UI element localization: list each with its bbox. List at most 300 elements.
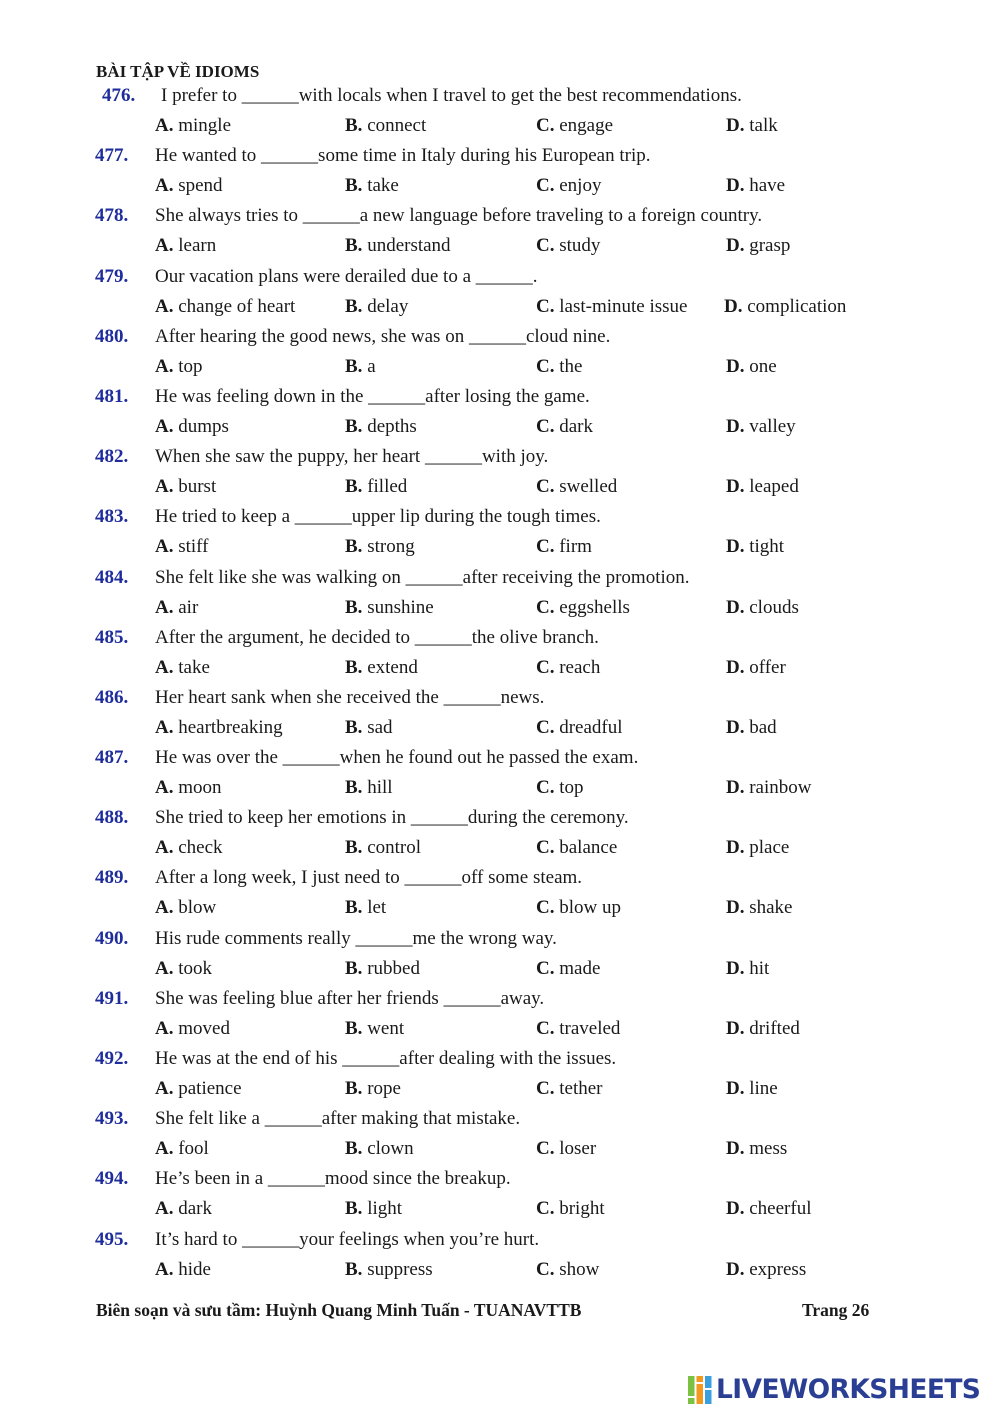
- answer-options: [0, 171, 999, 201]
- answer-options: [0, 352, 999, 382]
- option-letter: D.: [726, 837, 745, 859]
- option-text: tight: [749, 536, 785, 558]
- answer-option-a[interactable]: [155, 111, 231, 141]
- answer-options: [0, 472, 999, 502]
- answer-option-d[interactable]: [726, 593, 799, 623]
- option-letter: C.: [536, 897, 555, 919]
- question-list: [0, 81, 999, 1285]
- option-letter: B.: [345, 355, 363, 377]
- option-text: connect: [367, 115, 427, 136]
- answer-option-c[interactable]: [536, 893, 621, 923]
- option-text: offer: [749, 656, 786, 678]
- answer-option-a[interactable]: [155, 1134, 209, 1164]
- option-letter: A.: [155, 837, 174, 859]
- question-stem: [0, 201, 999, 231]
- question-number: 490.: [95, 927, 129, 949]
- answer-option-a[interactable]: [155, 412, 229, 442]
- answer-options: [0, 1134, 999, 1164]
- option-text: dumps: [178, 415, 229, 437]
- answer-option-d[interactable]: [726, 833, 789, 863]
- answer-option-d[interactable]: [726, 171, 785, 201]
- option-text: top: [178, 355, 203, 377]
- option-letter: C.: [536, 175, 555, 197]
- question-stem: [0, 322, 999, 352]
- question-stem: [0, 1044, 999, 1074]
- answer-option-a[interactable]: [155, 171, 223, 201]
- question-stem: [0, 382, 999, 412]
- question-text: She always tries to ______a new language before traveling to a foreign country.: [155, 205, 763, 227]
- option-text: learn: [178, 235, 217, 257]
- answer-option-c[interactable]: [536, 352, 582, 382]
- question-text: When she saw the puppy, her heart ______with joy.: [155, 446, 549, 468]
- option-letter: B.: [345, 837, 363, 859]
- answer-option-b[interactable]: [345, 1255, 433, 1285]
- answer-option-b[interactable]: [345, 292, 408, 322]
- answer-option-d[interactable]: [726, 653, 786, 683]
- option-text: have: [749, 175, 786, 197]
- answer-option-d[interactable]: [726, 893, 793, 923]
- option-letter: D.: [726, 596, 745, 618]
- option-letter: A.: [155, 777, 174, 799]
- answer-option-c[interactable]: [536, 954, 600, 984]
- answer-option-c[interactable]: [536, 231, 600, 261]
- answer-option-c[interactable]: [536, 653, 600, 683]
- option-text: moved: [178, 1017, 230, 1039]
- option-letter: A.: [155, 476, 174, 498]
- question-stem: [0, 502, 999, 532]
- page-footer: [0, 1297, 999, 1323]
- question-number: 487.: [95, 747, 129, 769]
- option-letter: B.: [345, 1258, 363, 1280]
- option-letter: C.: [536, 837, 555, 859]
- option-text: a: [367, 355, 376, 377]
- question-number: 481.: [95, 385, 129, 407]
- question-stem: [0, 442, 999, 472]
- question-number: 486.: [95, 686, 129, 708]
- question-text: It’s hard to ______your feelings when you’re hurt.: [155, 1228, 540, 1250]
- option-text: mingle: [178, 115, 232, 136]
- option-text: study: [559, 235, 601, 257]
- option-letter: A.: [155, 175, 174, 197]
- option-text: traveled: [559, 1017, 621, 1039]
- answer-option-a[interactable]: [155, 1074, 242, 1104]
- answer-option-a[interactable]: [155, 352, 203, 382]
- option-text: dreadful: [559, 716, 623, 738]
- answer-option-d[interactable]: [726, 1255, 806, 1285]
- option-text: balance: [559, 837, 618, 859]
- option-letter: C.: [536, 777, 555, 799]
- answer-option-b[interactable]: [345, 1134, 414, 1164]
- option-letter: C.: [536, 355, 555, 377]
- answer-option-b[interactable]: [345, 352, 376, 382]
- option-letter: D.: [726, 415, 745, 437]
- option-letter: C.: [536, 476, 555, 498]
- answer-option-c[interactable]: [536, 412, 593, 442]
- option-text: extend: [367, 656, 418, 678]
- answer-options: [0, 1255, 999, 1285]
- answer-option-d[interactable]: [726, 472, 799, 502]
- option-letter: C.: [536, 415, 555, 437]
- answer-options: [0, 653, 999, 683]
- option-letter: A.: [155, 1258, 174, 1280]
- option-letter: B.: [345, 716, 363, 738]
- answer-option-c[interactable]: [536, 1194, 605, 1224]
- question-number: 482.: [95, 446, 129, 468]
- option-text: last-minute issue: [559, 295, 688, 317]
- question-stem: [0, 924, 999, 954]
- question-item: [0, 442, 999, 502]
- answer-option-c[interactable]: [536, 773, 584, 803]
- question-text: After hearing the good news, she was on ______cloud nine.: [155, 325, 611, 347]
- question-stem: [0, 1225, 999, 1255]
- option-text: air: [178, 596, 199, 618]
- option-letter: A.: [155, 536, 174, 558]
- option-text: rubbed: [367, 957, 420, 979]
- option-text: fool: [178, 1138, 209, 1160]
- option-letter: B.: [345, 536, 363, 558]
- question-text: He wanted to ______some time in Italy during his European trip.: [155, 145, 651, 167]
- answer-option-b[interactable]: [345, 954, 420, 984]
- answer-option-b[interactable]: [345, 773, 393, 803]
- option-letter: A.: [155, 1078, 174, 1099]
- question-item: [0, 683, 999, 743]
- answer-option-b[interactable]: [345, 893, 386, 923]
- option-text: light: [367, 1198, 403, 1220]
- answer-option-a[interactable]: [155, 713, 283, 743]
- option-letter: A.: [155, 596, 174, 618]
- option-letter: D.: [726, 1017, 745, 1039]
- option-letter: D.: [726, 777, 745, 799]
- question-number: 489.: [95, 867, 129, 889]
- question-number: 493.: [95, 1108, 129, 1130]
- option-text: enjoy: [559, 175, 602, 197]
- worksheet-title: BÀI TẬP VỀ IDIOMS: [96, 62, 260, 81]
- question-text: I prefer to ______with locals when I travel to get the best recommendations.: [161, 85, 742, 106]
- answer-option-d[interactable]: [726, 352, 777, 382]
- option-text: stiff: [178, 536, 209, 558]
- question-number: 483.: [95, 506, 129, 528]
- option-text: grasp: [749, 235, 791, 257]
- option-text: drifted: [749, 1017, 800, 1039]
- answer-option-d[interactable]: [726, 773, 812, 803]
- option-letter: B.: [345, 656, 363, 678]
- question-number: 495.: [95, 1228, 129, 1250]
- answer-option-b[interactable]: [345, 412, 417, 442]
- option-letter: A.: [155, 355, 174, 377]
- option-text: blow up: [559, 897, 621, 919]
- option-text: line: [749, 1078, 778, 1099]
- option-text: took: [178, 957, 213, 979]
- option-letter: A.: [155, 235, 174, 257]
- answer-options: [0, 773, 999, 803]
- answer-options: [0, 1014, 999, 1044]
- option-text: express: [749, 1258, 807, 1280]
- answer-options: [0, 713, 999, 743]
- answer-option-b[interactable]: [345, 833, 421, 863]
- option-letter: B.: [345, 175, 363, 197]
- answer-option-c[interactable]: [536, 171, 601, 201]
- option-text: change of heart: [178, 295, 296, 317]
- option-letter: B.: [345, 115, 363, 136]
- answer-options: [0, 593, 999, 623]
- question-number: 488.: [95, 807, 129, 829]
- answer-option-b[interactable]: [345, 1014, 404, 1044]
- question-number: 478.: [95, 205, 129, 227]
- option-letter: A.: [155, 1138, 174, 1160]
- option-letter: D.: [726, 115, 745, 136]
- option-letter: A.: [155, 656, 174, 678]
- answer-option-d[interactable]: [726, 532, 784, 562]
- option-letter: C.: [536, 115, 555, 136]
- answer-option-a[interactable]: [155, 833, 223, 863]
- question-item: [0, 623, 999, 683]
- question-stem: [0, 683, 999, 713]
- option-letter: A.: [155, 716, 174, 738]
- answer-option-c[interactable]: [536, 292, 687, 322]
- question-text: He tried to keep a ______upper lip during the tough times.: [155, 506, 601, 528]
- option-text: eggshells: [559, 596, 630, 618]
- option-text: understand: [367, 235, 451, 257]
- option-text: check: [178, 837, 223, 859]
- answer-option-a[interactable]: [155, 231, 216, 261]
- question-number: 476.: [102, 85, 136, 106]
- question-stem: [0, 743, 999, 773]
- question-stem: [0, 803, 999, 833]
- answer-option-c[interactable]: [536, 1134, 596, 1164]
- answer-option-a[interactable]: [155, 472, 216, 502]
- question-text: His rude comments really ______me the wrong way.: [155, 927, 557, 949]
- question-number: 477.: [95, 145, 129, 167]
- question-item: [0, 984, 999, 1044]
- option-letter: D.: [726, 355, 745, 377]
- answer-options: [0, 1074, 999, 1104]
- question-item: [0, 502, 999, 562]
- option-text: loser: [559, 1138, 597, 1160]
- option-text: talk: [749, 115, 778, 136]
- footer-author: Biên soạn và sưu tầm: Huỳnh Quang Minh Tuấn - TUANAVTTB: [96, 1300, 582, 1320]
- option-text: valley: [749, 415, 796, 437]
- liveworksheets-logo-icon: [688, 1375, 712, 1405]
- question-text: After the argument, he decided to ______the olive branch.: [155, 626, 599, 648]
- option-letter: B.: [345, 1138, 363, 1160]
- answer-option-d[interactable]: [726, 954, 769, 984]
- answer-option-d[interactable]: [726, 111, 778, 141]
- option-letter: A.: [155, 1198, 174, 1220]
- question-text: She tried to keep her emotions in ______during the ceremony.: [155, 807, 629, 829]
- option-letter: D.: [726, 1258, 745, 1280]
- option-text: heartbreaking: [178, 716, 283, 738]
- option-text: burst: [178, 476, 217, 498]
- option-letter: A.: [155, 897, 174, 919]
- option-letter: D.: [724, 295, 743, 317]
- question-number: 480.: [95, 325, 129, 347]
- option-text: take: [178, 656, 210, 678]
- option-text: tether: [559, 1078, 603, 1099]
- option-text: bad: [749, 716, 777, 738]
- option-text: hill: [367, 777, 393, 799]
- question-text: He’s been in a ______mood since the breakup.: [155, 1168, 511, 1190]
- footer-page-number: Trang 26: [802, 1300, 870, 1320]
- answer-option-b[interactable]: [345, 532, 415, 562]
- option-text: bright: [559, 1198, 605, 1220]
- answer-options: [0, 532, 999, 562]
- question-item: [0, 81, 999, 141]
- answer-options: [0, 292, 999, 322]
- answer-option-a[interactable]: [155, 1194, 212, 1224]
- answer-option-b[interactable]: [345, 171, 399, 201]
- answer-option-a[interactable]: [155, 593, 198, 623]
- answer-option-c[interactable]: [536, 833, 617, 863]
- answer-option-a[interactable]: [155, 653, 210, 683]
- question-item: [0, 262, 999, 322]
- question-item: [0, 803, 999, 863]
- option-letter: B.: [345, 295, 363, 317]
- option-letter: C.: [536, 957, 555, 979]
- answer-option-c[interactable]: [536, 713, 623, 743]
- answer-option-c[interactable]: [536, 1014, 620, 1044]
- answer-options: [0, 412, 999, 442]
- answer-option-a[interactable]: [155, 1255, 211, 1285]
- answer-option-a[interactable]: [155, 292, 295, 322]
- option-text: top: [559, 777, 584, 799]
- option-letter: B.: [345, 1078, 363, 1099]
- option-text: reach: [559, 656, 601, 678]
- option-letter: B.: [345, 897, 363, 919]
- question-item: [0, 1104, 999, 1164]
- option-text: show: [559, 1258, 600, 1280]
- option-letter: D.: [726, 897, 745, 919]
- option-letter: C.: [536, 1017, 555, 1039]
- answer-option-c[interactable]: [536, 532, 592, 562]
- answer-option-b[interactable]: [345, 653, 418, 683]
- question-item: [0, 1044, 999, 1104]
- option-letter: C.: [536, 295, 555, 317]
- answer-option-c[interactable]: [536, 472, 617, 502]
- option-text: spend: [178, 175, 223, 197]
- option-letter: D.: [726, 536, 745, 558]
- answer-option-d[interactable]: [726, 1194, 811, 1224]
- option-letter: C.: [536, 596, 555, 618]
- question-number: 494.: [95, 1168, 129, 1190]
- answer-option-c[interactable]: [536, 1074, 603, 1104]
- option-text: mess: [749, 1138, 788, 1160]
- answer-option-b[interactable]: [345, 111, 426, 141]
- answer-option-a[interactable]: [155, 532, 209, 562]
- option-letter: C.: [536, 1258, 555, 1280]
- answer-option-b[interactable]: [345, 1194, 402, 1224]
- option-letter: A.: [155, 1017, 174, 1039]
- answer-option-b[interactable]: [345, 1074, 401, 1104]
- option-text: engage: [559, 115, 614, 136]
- option-text: clown: [367, 1138, 414, 1160]
- answer-option-b[interactable]: [345, 231, 451, 261]
- option-letter: D.: [726, 235, 745, 257]
- answer-options: [0, 954, 999, 984]
- option-letter: B.: [345, 957, 363, 979]
- question-number: 479.: [95, 265, 129, 287]
- question-text: Our vacation plans were derailed due to a ______.: [155, 265, 538, 287]
- answer-option-d[interactable]: [726, 1014, 800, 1044]
- answer-option-d[interactable]: [726, 412, 796, 442]
- option-letter: C.: [536, 235, 555, 257]
- answer-option-a[interactable]: [155, 893, 216, 923]
- question-number: 485.: [95, 626, 129, 648]
- question-item: [0, 141, 999, 201]
- option-text: control: [367, 837, 422, 859]
- option-text: dark: [559, 415, 593, 437]
- answer-options: [0, 893, 999, 923]
- question-item: [0, 563, 999, 623]
- answer-option-c[interactable]: [536, 593, 630, 623]
- question-stem: [0, 81, 999, 111]
- question-text: After a long week, I just need to ______off some steam.: [155, 867, 583, 889]
- option-text: let: [367, 897, 387, 919]
- answer-option-d[interactable]: [726, 231, 790, 261]
- option-text: patience: [178, 1078, 242, 1099]
- option-text: depths: [367, 415, 417, 437]
- option-text: leaped: [749, 476, 799, 498]
- option-text: rope: [367, 1078, 401, 1099]
- answer-option-d[interactable]: [726, 713, 777, 743]
- answer-option-a[interactable]: [155, 773, 222, 803]
- answer-option-a[interactable]: [155, 954, 212, 984]
- question-item: [0, 382, 999, 442]
- option-text: dark: [178, 1198, 212, 1220]
- option-text: swelled: [559, 476, 618, 498]
- answer-options: [0, 231, 999, 261]
- option-letter: A.: [155, 115, 174, 136]
- option-text: blow: [178, 897, 217, 919]
- option-text: suppress: [367, 1258, 433, 1280]
- option-letter: D.: [726, 656, 745, 678]
- option-letter: D.: [726, 716, 745, 738]
- option-letter: D.: [726, 175, 745, 197]
- option-letter: D.: [726, 1198, 745, 1220]
- answer-option-c[interactable]: [536, 1255, 599, 1285]
- question-number: 484.: [95, 566, 129, 588]
- option-text: rainbow: [749, 777, 812, 799]
- option-text: hide: [178, 1258, 211, 1280]
- option-letter: A.: [155, 295, 174, 317]
- question-item: [0, 1164, 999, 1224]
- answer-option-d[interactable]: [726, 1074, 778, 1104]
- option-text: sad: [367, 716, 393, 738]
- question-stem: [0, 1104, 999, 1134]
- answer-options: [0, 833, 999, 863]
- answer-option-b[interactable]: [345, 713, 393, 743]
- answer-option-d[interactable]: [726, 1134, 787, 1164]
- answer-option-a[interactable]: [155, 1014, 230, 1044]
- answer-options: [0, 1194, 999, 1224]
- question-stem: [0, 141, 999, 171]
- option-letter: D.: [726, 1078, 745, 1099]
- question-item: [0, 924, 999, 984]
- question-stem: [0, 262, 999, 292]
- option-text: place: [749, 837, 790, 859]
- answer-option-b[interactable]: [345, 472, 407, 502]
- answer-option-b[interactable]: [345, 593, 434, 623]
- question-text: He was at the end of his ______after dealing with the issues.: [155, 1048, 617, 1069]
- question-text: She felt like she was walking on ______after receiving the promotion.: [155, 566, 690, 588]
- answer-option-d[interactable]: [724, 292, 846, 322]
- option-letter: B.: [345, 415, 363, 437]
- question-stem: [0, 563, 999, 593]
- option-letter: A.: [155, 415, 174, 437]
- question-text: She was feeling blue after her friends ______away.: [155, 987, 545, 1009]
- answer-option-c[interactable]: [536, 111, 613, 141]
- question-stem: [0, 623, 999, 653]
- liveworksheets-brand[interactable]: [688, 1372, 988, 1408]
